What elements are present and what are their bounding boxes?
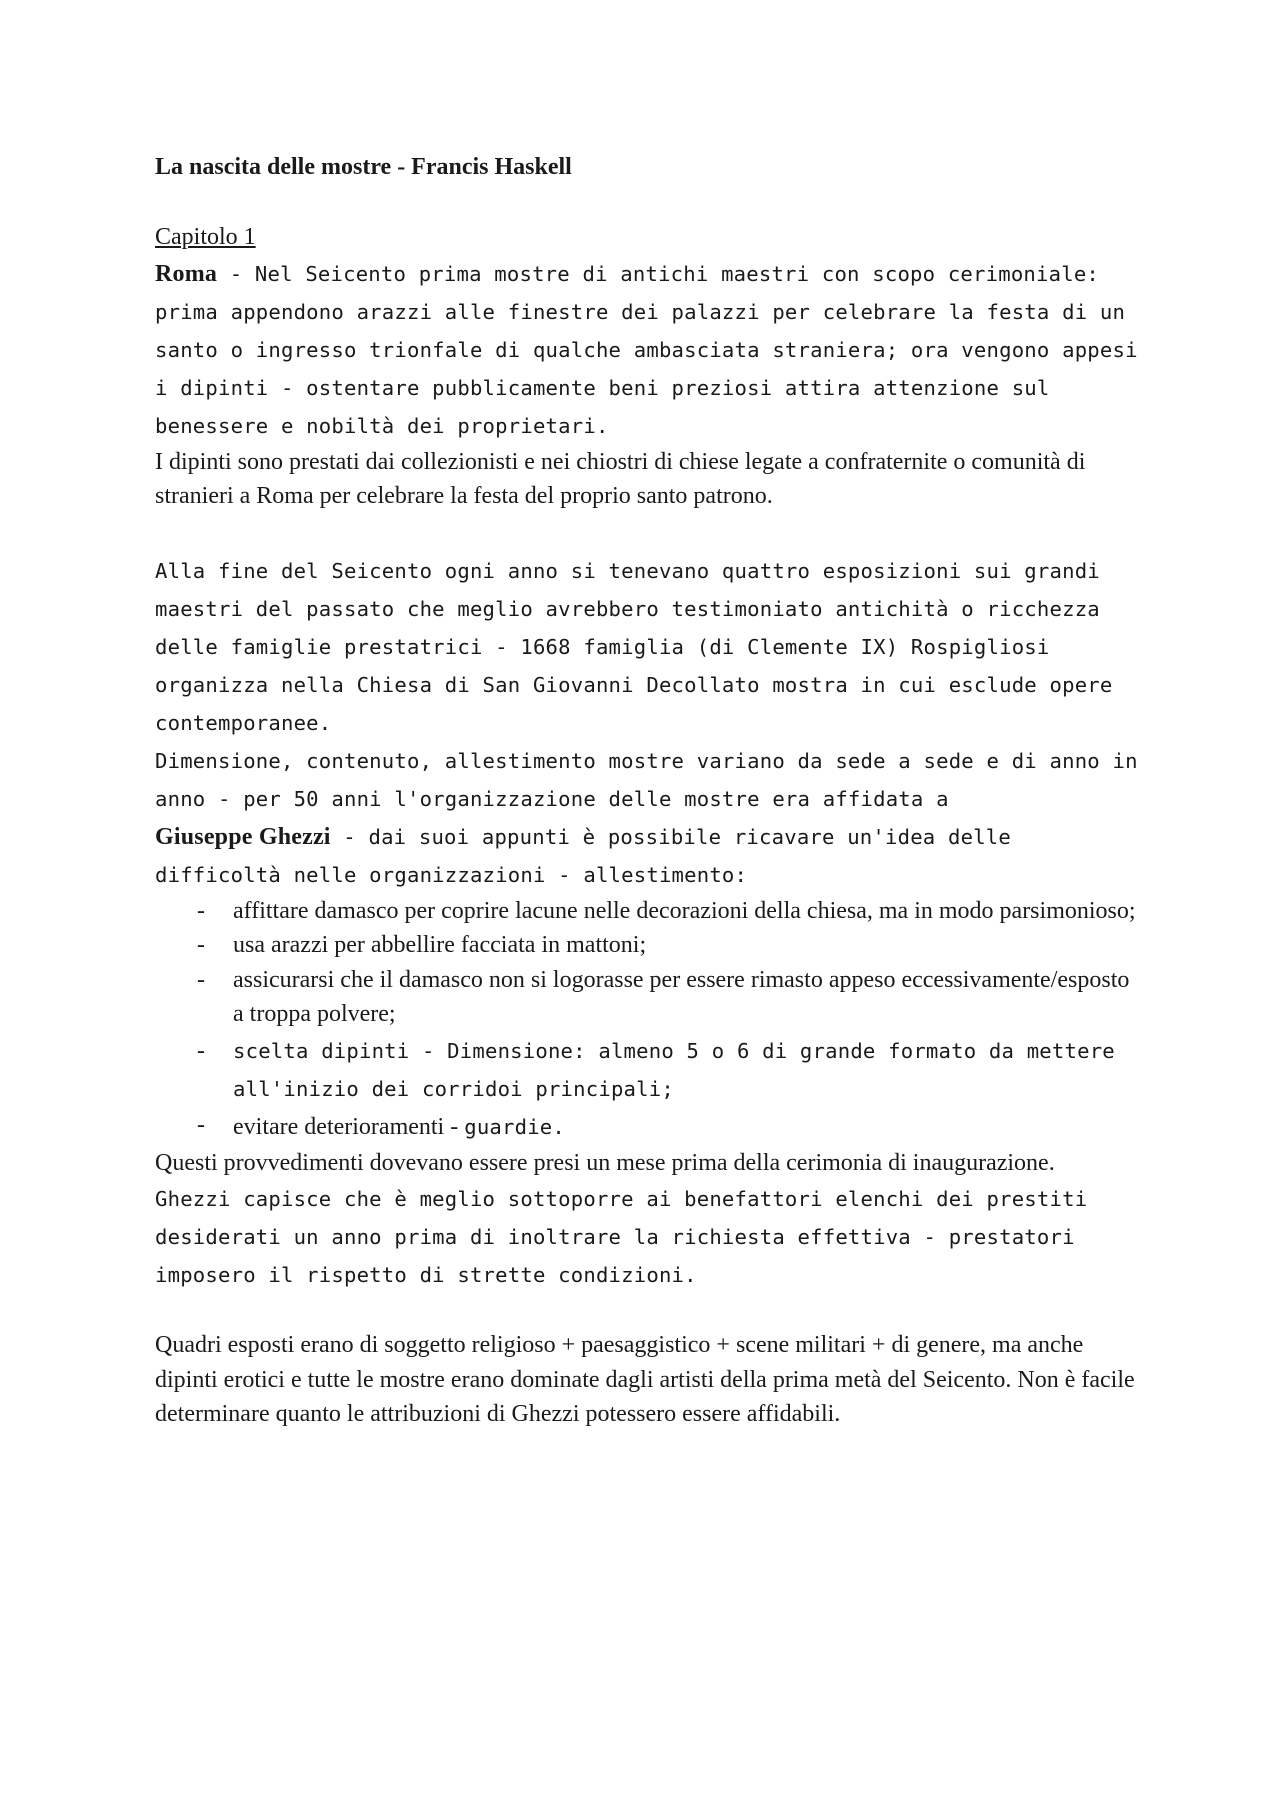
paragraph-dimensione [155, 742, 1140, 894]
paragraph-provvedimenti: Questi provvedimenti dovevano essere presi un mese prima della cerimonia di inaugurazione. [155, 1149, 1055, 1176]
paragraph-quadri-esposti: Quadri esposti erano di soggetto religioso + paesaggistico + scene militari + di genere, ma anche dipinti erotici e tutte le mostre erano dominate dagli artisti della prima metà del Seicento. Non è facile determinare quanto le attribuzioni di Ghezzi potessero essere affidabili. [155, 1332, 1135, 1427]
list-item: - affittare damasco per coprire lacune nelle decorazioni della chiesa, ma in modo parsimonioso; [233, 894, 1140, 929]
document-title: La nascita delle mostre - Francis Haskell [155, 154, 572, 180]
chapter-heading: Capitolo 1 [155, 224, 256, 250]
paragraph-ghezzi-capisce: Ghezzi capisce che è meglio sottoporre ai benefattori elenchi dei prestiti desiderati un anno prima di inoltrare la richiesta effettiva - prestatori imposero il rispetto di strette condizioni. [155, 1187, 1088, 1287]
paragraph-fine-seicento: Alla fine del Seicento ogni anno si tenevano quattro esposizioni sui grandi maestri del passato che meglio avrebbero testimoniato antichità o ricchezza delle famiglie prestatrici - 1668 famiglia (di Clemente IX) Rospigliosi organizza nella Chiesa di San Giovanni Decollato mostra in cui esclude opere contemporanee. [155, 558, 1113, 735]
list-item [233, 1108, 1140, 1146]
paragraph-roma-lead: Roma [155, 260, 218, 287]
list-item-tail: guardie. [464, 1114, 566, 1139]
list-item: - usa arazzi per abbellire facciata in mattoni; [233, 928, 1140, 963]
paragraph-dimensione-tail: - dai suoi appunti è possibile ricavare un'idea delle difficoltà nelle organizzazioni - allestimento: [155, 824, 1011, 887]
paragraph-dimensione-text: Dimensione, contenuto, allestimento mostre variano da sede a sede e di anno in anno - per 50 anni l'organizzazione delle mostre era affidata a [155, 748, 1138, 811]
paragraph-dimensione-lead: Giuseppe Ghezzi [155, 823, 331, 850]
list-item: - scelta dipinti - Dimensione: almeno 5 o 6 di grande formato da mettere all'inizio dei corridoi principali; [233, 1032, 1140, 1108]
paragraph-roma-text: - Nel Seicento prima mostre di antichi maestri con scopo cerimoniale: prima appendono arazzi alle finestre dei palazzi per celebrare la festa di un santo o ingresso trionfale di qualche ambasciata straniera; ora vengono appesi i dipinti - ostentare pubblicamente beni preziosi attira attenzione sul benessere e nobiltà dei proprietari. [155, 261, 1138, 438]
paragraph-dipinti-prestati: I dipinti sono prestati dai collezionisti e nei chiostri di chiese legate a confraternite o comunità di stranieri a Roma per celebrare la festa del proprio santo patrono. [155, 448, 1086, 509]
list-item-text: evitare deterioramenti - [233, 1113, 465, 1140]
paragraph-roma [155, 255, 1140, 445]
list-item: - assicurarsi che il damasco non si logorasse per essere rimasto appeso eccessivamente/esposto a troppa polvere; [233, 963, 1140, 1032]
allestimento-list [155, 894, 1140, 1146]
